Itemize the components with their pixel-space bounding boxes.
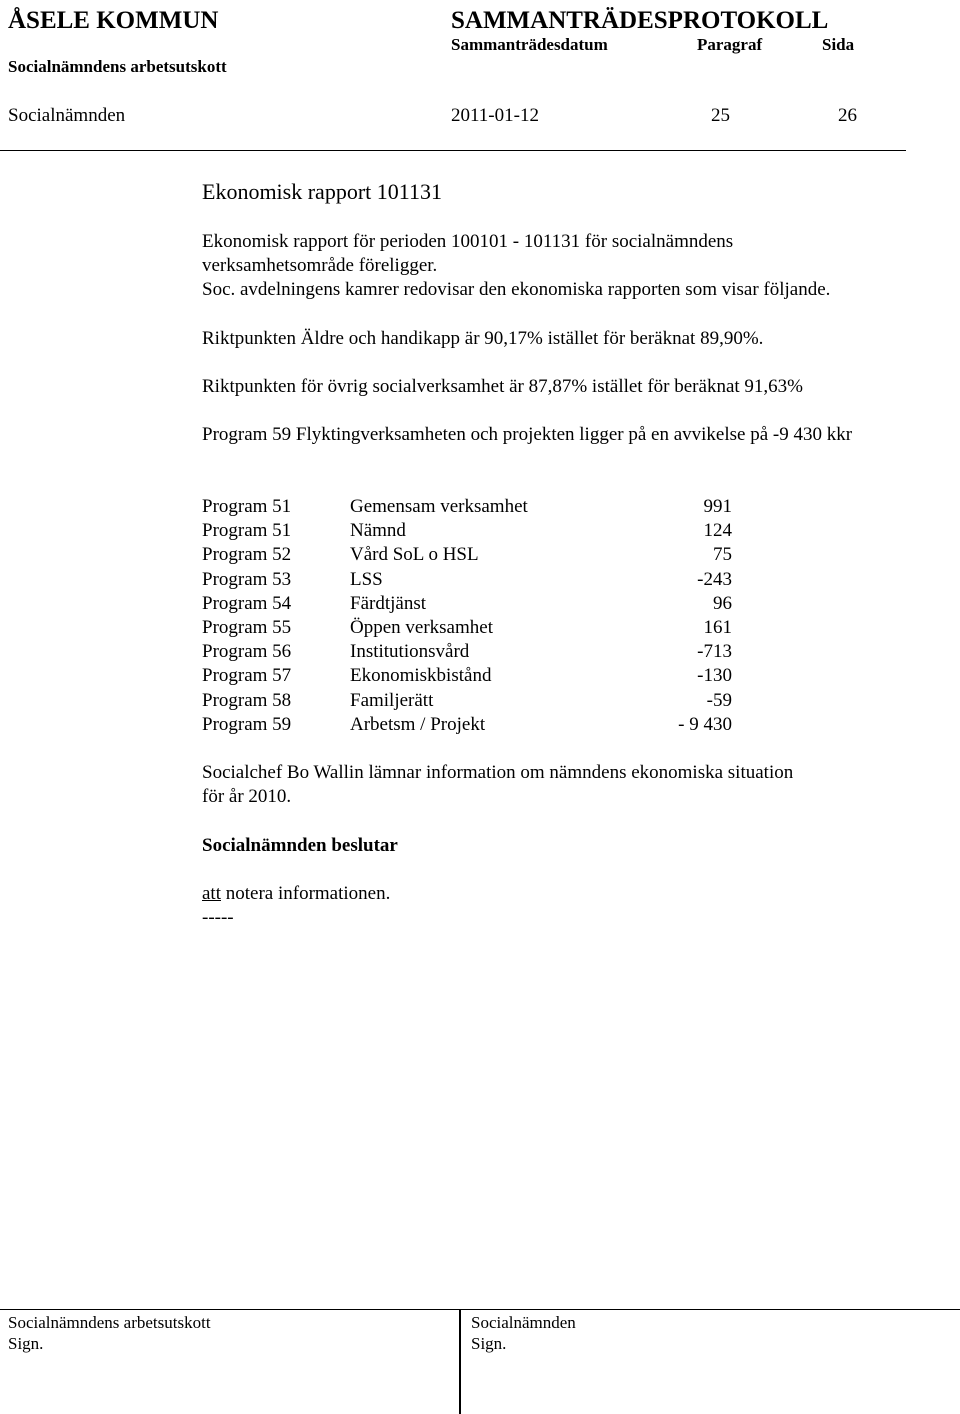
info-line-2: för år 2010. — [202, 786, 292, 807]
program-value: 96 — [713, 592, 732, 614]
program-code: Program 54 — [202, 592, 292, 614]
header-col-date: Sammanträdesdatum — [451, 35, 608, 54]
meeting-date: 2011-01-12 — [451, 105, 539, 126]
decision-heading: Socialnämnden beslutar — [202, 835, 398, 856]
program-row — [202, 495, 762, 519]
end-mark: ----- — [202, 907, 234, 928]
program-row — [202, 592, 762, 616]
footer-left-label: Socialnämndens arbetsutskott — [8, 1313, 211, 1332]
program-code: Program 51 — [202, 496, 292, 517]
decision-text: notera informationen. — [225, 883, 391, 904]
target-elderly: Riktpunkten Äldre och handikapp är 90,17% istället för beräknat 89,90%. — [202, 328, 764, 349]
program-table — [202, 495, 762, 737]
program-value: 75 — [713, 544, 732, 566]
program-value: -243 — [697, 568, 732, 590]
program-code: Program 56 — [202, 641, 292, 663]
program-row — [202, 689, 762, 713]
program-code: Program 57 — [202, 665, 292, 687]
program-row — [202, 713, 762, 737]
info-line-1: Socialchef Bo Wallin lämnar information om nämndens ekonomiska situation — [202, 762, 794, 783]
municipality-name: ÅSELE KOMMUN — [8, 7, 219, 34]
program-name: Ekonomiskbistånd — [350, 665, 492, 687]
program-name: Familjerätt — [350, 689, 434, 711]
footer-right-sign: Sign. — [471, 1334, 507, 1353]
program59-note: Program 59 Flyktingverksamheten och projekten ligger på en avvikelse på -9 430 kkr — [202, 424, 853, 445]
footer-left-sign: Sign. — [8, 1334, 44, 1353]
footer-right-label: Socialnämnden — [471, 1313, 576, 1332]
footer-vertical-divider — [459, 1309, 461, 1414]
program-row — [202, 664, 762, 688]
decision-att: att — [202, 883, 221, 904]
program-name: Nämnd — [350, 520, 406, 542]
program-name: Gemensam verksamhet — [350, 496, 528, 517]
decision-line — [202, 882, 390, 906]
program-row — [202, 640, 762, 664]
program-value: -59 — [706, 689, 732, 711]
page-number: 26 — [838, 105, 857, 126]
program-value: -713 — [697, 641, 732, 663]
program-value: -130 — [697, 665, 732, 687]
program-value: 991 — [703, 496, 732, 517]
program-code: Program 55 — [202, 616, 292, 638]
program-value: 161 — [703, 616, 732, 638]
program-code: Program 53 — [202, 568, 292, 590]
program-name: Färdtjänst — [350, 592, 426, 614]
program-name: Öppen verksamhet — [350, 616, 493, 638]
intro-line-1: Ekonomisk rapport för perioden 100101 - 101131 för socialnämndens — [202, 231, 734, 252]
paragraph-number: 25 — [711, 105, 730, 126]
header-col-paragraph: Paragraf — [697, 35, 763, 54]
program-row — [202, 616, 762, 640]
program-code: Program 52 — [202, 544, 292, 566]
program-row — [202, 519, 762, 543]
protocol-title: SAMMANTRÄDESPROTOKOLL — [451, 7, 829, 34]
report-title: Ekonomisk rapport 101131 — [202, 179, 442, 204]
intro-line-2: verksamhetsområde föreligger. — [202, 255, 438, 276]
program-row — [202, 543, 762, 567]
intro-line-3: Soc. avdelningens kamrer redovisar den ekonomiska rapporten som visar följande. — [202, 279, 831, 300]
program-value: 124 — [703, 520, 732, 542]
header-col-page: Sida — [822, 35, 855, 54]
program-name: LSS — [350, 568, 383, 590]
program-value: - 9 430 — [678, 713, 732, 735]
program-name: Vård SoL o HSL — [350, 544, 479, 566]
committee-top: Socialnämndens arbetsutskott — [8, 57, 227, 76]
program-name: Institutionsvård — [350, 641, 470, 663]
committee-name: Socialnämnden — [8, 105, 126, 126]
program-code: Program 51 — [202, 520, 292, 542]
footer-divider — [0, 1309, 960, 1310]
program-code: Program 59 — [202, 713, 292, 735]
program-code: Program 58 — [202, 689, 292, 711]
program-row — [202, 568, 762, 592]
header-divider — [0, 150, 906, 151]
program-name: Arbetsm / Projekt — [350, 713, 486, 735]
target-other: Riktpunkten för övrig socialverksamhet är 87,87% istället för beräknat 91,63% — [202, 376, 803, 397]
